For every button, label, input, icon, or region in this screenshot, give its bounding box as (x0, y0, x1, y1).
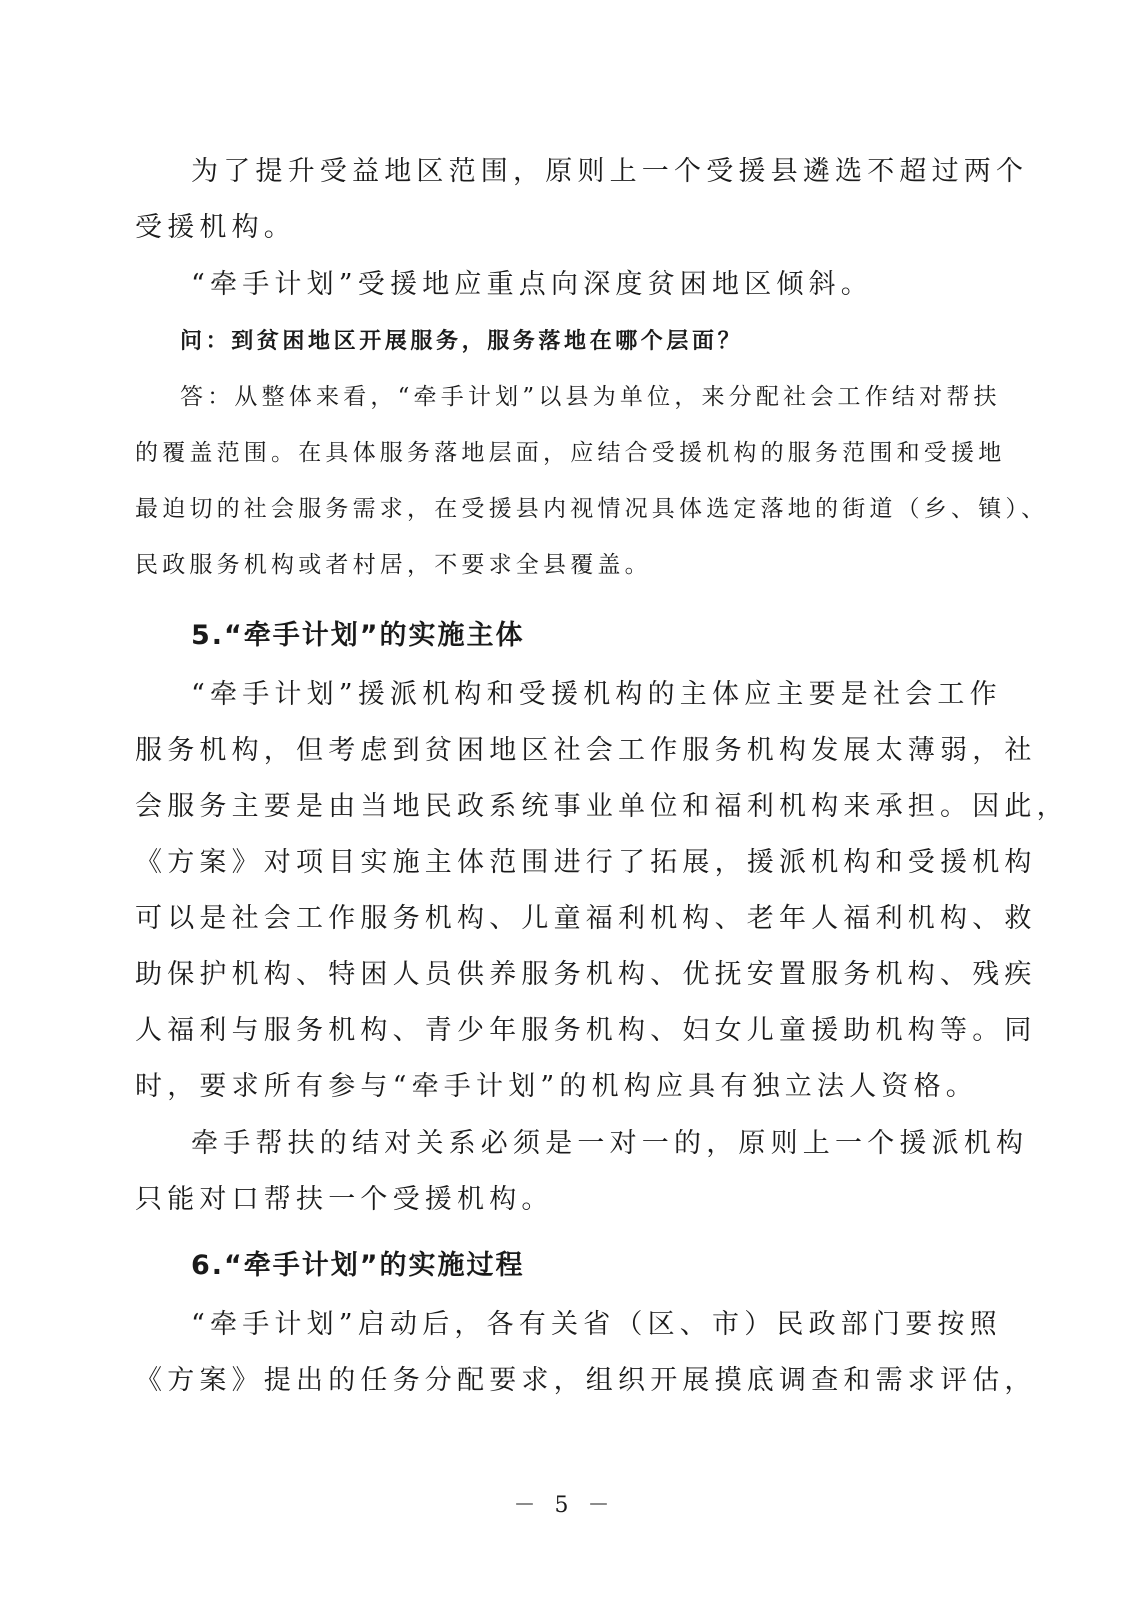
paragraph-line: “牵手计划”受援地应重点向深度贫困地区倾斜。 (191, 269, 874, 300)
paragraph-line: 《方案》提出的任务分配要求，组织开展摸底调查和需求评估， (135, 1365, 1037, 1396)
paragraph-line: 受援机构。 (135, 212, 296, 243)
qa-answer-line: 答：从整体来看，“牵手计划”以县为单位，来分配社会工作结对帮扶 (180, 384, 1001, 410)
qa-answer-line: 的覆盖范围。在具体服务落地层面，应结合受援机构的服务范围和受援地 (135, 440, 1006, 466)
qa-answer-line: 最迫切的社会服务需求，在受援县内视情况具体选定落地的街道（乡、镇）、 (135, 496, 1049, 522)
paragraph-line: 可以是社会工作服务机构、儿童福利机构、老年人福利机构、救 (135, 903, 1037, 934)
section-heading: 6.“牵手计划”的实施过程 (191, 1250, 525, 1281)
paragraph-line: “牵手计划”援派机构和受援机构的主体应主要是社会工作 (191, 679, 1002, 710)
paragraph-line: 时，要求所有参与“牵手计划”的机构应具有独立法人资格。 (135, 1071, 979, 1102)
qa-question: 问：到贫困地区开展服务，服务落地在哪个层面？ (180, 329, 744, 354)
paragraph-line: “牵手计划”启动后，各有关省（区、市）民政部门要按照 (191, 1309, 1002, 1340)
paragraph-line: 助保护机构、特困人员供养服务机构、优抚安置服务机构、残疾 (135, 959, 1037, 990)
page-number: － 5 － (513, 1493, 616, 1518)
paragraph-line: 只能对口帮扶一个受援机构。 (135, 1184, 554, 1215)
section-heading: 5.“牵手计划”的实施主体 (191, 620, 525, 651)
paragraph-line: 服务机构，但考虑到贫困地区社会工作服务机构发展太薄弱，社 (135, 735, 1037, 766)
paragraph-line: 会服务主要是由当地民政系统事业单位和福利机构来承担。因此， (135, 791, 1069, 822)
paragraph-line: 牵手帮扶的结对关系必须是一对一的，原则上一个援派机构 (191, 1128, 1029, 1159)
paragraph-line: 人福利与服务机构、青少年服务机构、妇女儿童援助机构等。同 (135, 1015, 1037, 1046)
paragraph-line: 《方案》对项目实施主体范围进行了拓展，援派机构和受援机构 (135, 847, 1037, 878)
paragraph-line: 为了提升受益地区范围，原则上一个受援县遴选不超过两个 (191, 156, 1029, 187)
qa-answer-line: 民政服务机构或者村居，不要求全县覆盖。 (135, 552, 652, 578)
